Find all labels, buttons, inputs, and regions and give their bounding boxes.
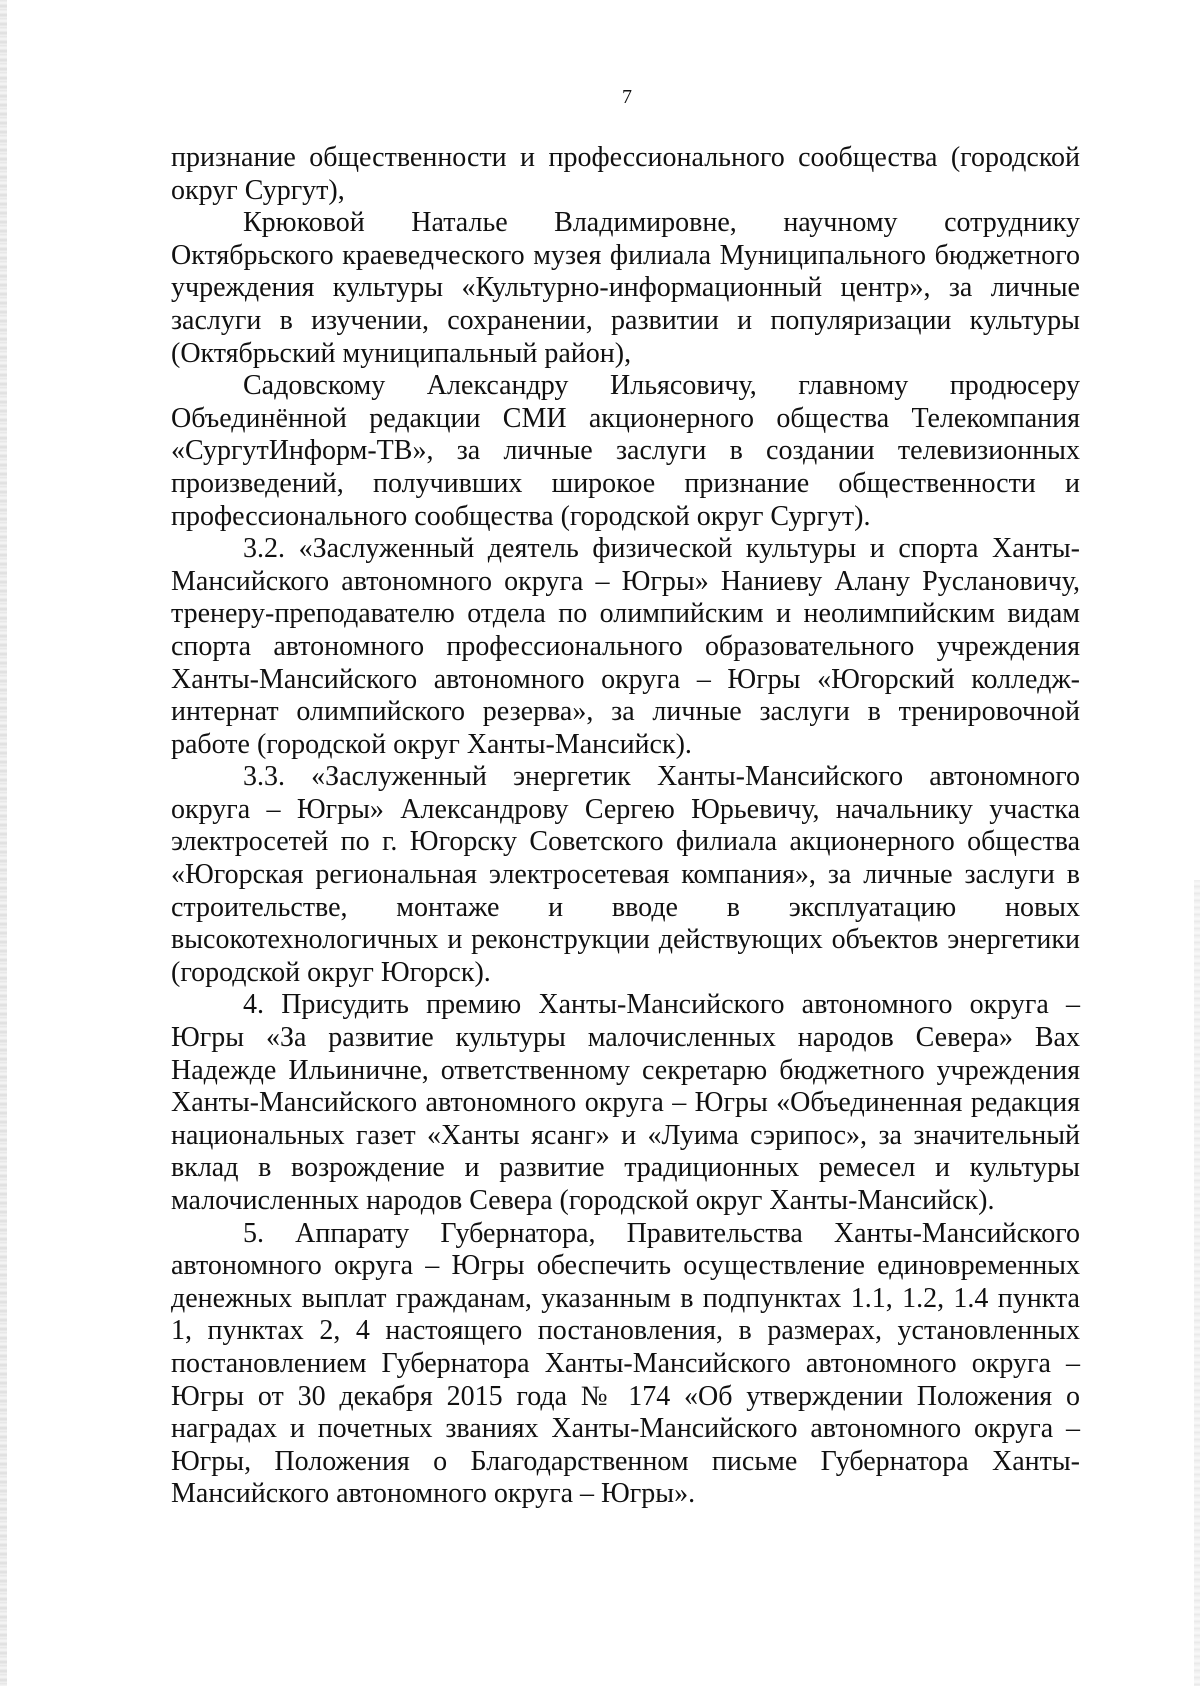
paragraph-3-3: 3.3. «Заслуженный энергетик Ханты-Мансийского автономного округа – Югры» Александрову Сергею Юрьевичу, начальнику участка электросетей по г. Югорску Советского филиала акционерного общества «Югорская региональная электросетевая компания», за личные заслуги в строительстве, монтаже и вводе в эксплуатацию новых высокотехнологичных и реконструкции действующих объектов энергетики (городской округ Югорск). [171, 761, 1080, 988]
paragraph-kryukova: Крюковой Наталье Владимировне, научному сотруднику Октябрьского краеведческого музея филиала Муниципального бюджетного учреждения культуры «Культурно-информационный центр», за личные заслуги в изучении, сохранении, развитии и популяризации культуры (Октябрьский муниципальный район), [171, 207, 1080, 369]
paragraph-sadovsky: Садовскому Александру Ильясовичу, главному продюсеру Объединённой редакции СМИ акционерного общества Телекомпания «СургутИнформ-ТВ», за личные заслуги в создании телевизионных произведений, получивших широкое признание общественности и профессионального сообщества (городской округ Сургут). [171, 370, 1080, 532]
document-body [171, 142, 1080, 1511]
scan-edge-right [1194, 880, 1200, 1686]
scan-edge-left [0, 0, 7, 1686]
paragraph-3-2: 3.2. «Заслуженный деятель физической культуры и спорта Ханты-Мансийского автономного округа – Югры» Наниеву Алану Руслановичу, тренеру-преподавателю отдела по олимпийским и неолимпийским видам спорта автономного профессионального образовательного учреждения Ханты-Мансийского автономного округа – Югры «Югорский колледж-интернат олимпийского резерва», за личные заслуги в тренировочной работе (городской округ Ханты-Мансийск). [171, 533, 1080, 760]
paragraph-continuation: признание общественности и профессионального сообщества (городской округ Сургут), [171, 142, 1080, 206]
paragraph-5: 5. Аппарату Губернатора, Правительства Ханты-Мансийского автономного округа – Югры обеспечить осуществление единовременных денежных выплат гражданам, указанным в подпунктах 1.1, 1.2, 1.4 пункта 1, пунктах 2, 4 настоящего постановления, в размерах, установленных постановлением Губернатора Ханты-Мансийского автономного округа – Югры от 30 декабря 2015 года № 174 «Об утверждении Положения о наградах и почетных званиях Ханты-Мансийского автономного округа – Югры, Положения о Благодарственном письме Губернатора Ханты-Мансийского автономного округа – Югры». [171, 1217, 1080, 1510]
page-number: 7 [622, 86, 632, 108]
paragraph-4: 4. Присудить премию Ханты-Мансийского автономного округа – Югры «За развитие культуры малочисленных народов Севера» Вах Надежде Ильиничне, ответственному секретарю бюджетного учреждения Ханты-Мансийского автономного округа – Югры «Объединенная редакция национальных газет «Ханты ясанг» и «Луима сэрипос», за значительный вклад в возрождение и развитие традиционных ремесел и культуры малочисленных народов Севера (городской округ Ханты-Мансийск). [171, 989, 1080, 1216]
